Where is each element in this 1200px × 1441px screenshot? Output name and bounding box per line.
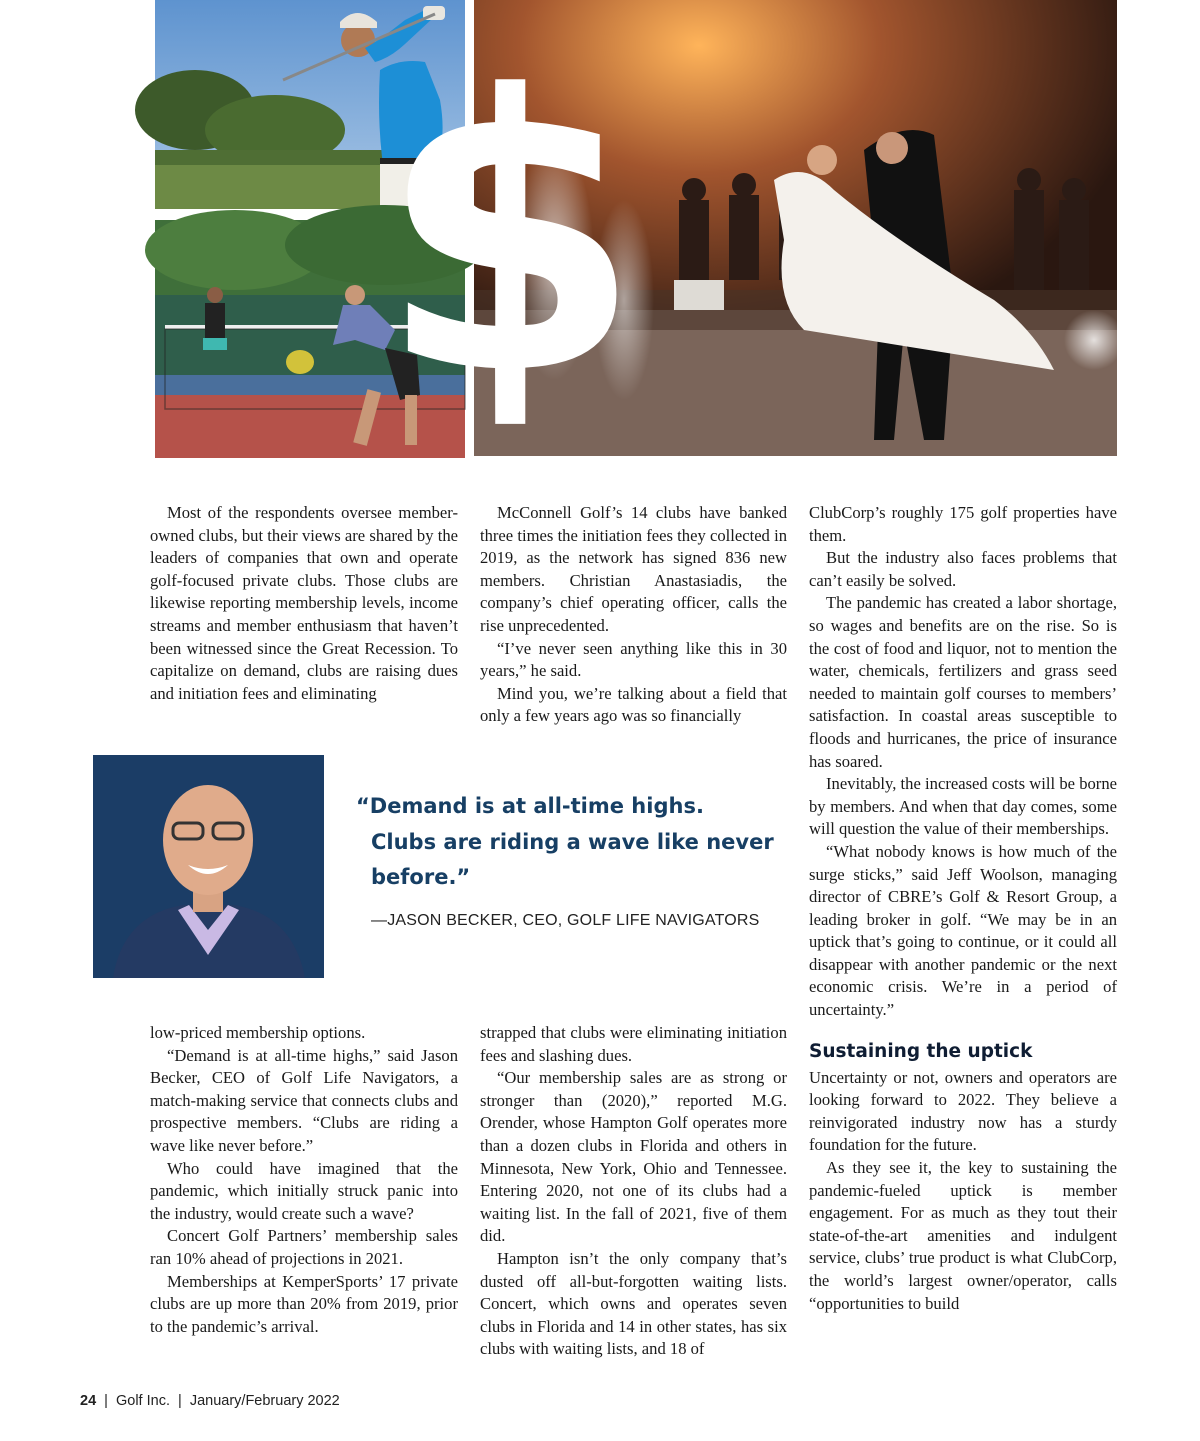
paragraph: “Our membership sales are as strong or stronger than (2020),” reported M.G. Orender, whose Hampton Golf operates more than a dozen clubs in Florida and others in Minnesota, New York, Ohio and Tennessee. Entering 2020, not one of its clubs had a waiting list. In the fall of 2021, five of them did. [480, 1068, 787, 1246]
issue-date: January/February 2022 [189, 1393, 340, 1409]
paragraph: Mind you, we’re talking about a field that only a few years ago was so financially [480, 683, 787, 726]
pull-quote-attribution: —JASON BECKER, CEO, GOLF LIFE NAVIGATORS [371, 911, 760, 929]
paragraph: Concert Golf Partners’ membership sales ran 10% ahead of projections in 2021. [150, 1226, 458, 1268]
paragraph: low-priced membership options. [150, 1023, 366, 1042]
page-number: 24 [80, 1393, 97, 1409]
paragraph: Who could have imagined that the pandemic, which initially struck panic into the industry, would create such a wave? [150, 1158, 458, 1223]
column-1-bottom [150, 1022, 458, 1338]
column-2-top [480, 502, 787, 728]
paragraph: Inevitably, the increased costs will be borne by members. And when that day comes, some will question the value of their memberships. [809, 774, 1117, 839]
pull-quote [356, 789, 776, 930]
column-1-top [150, 502, 458, 705]
footer-separator: | [178, 1393, 182, 1409]
pull-quote-text: “Demand is at all-time highs. Clubs are riding a wave like never before.” [356, 794, 774, 889]
portrait-photo [93, 755, 324, 978]
paragraph: As they see it, the key to sustaining the pandemic-fueled uptick is member engagement. For as much as they tout their state-of-the-art amenities and indulgent service, clubs’ true product is what ClubCorp, the world’s largest owner/operator, calls “opportunities to build [809, 1158, 1117, 1313]
column-2-bottom [480, 1022, 787, 1361]
page-footer [80, 1393, 340, 1409]
publication-name: Golf Inc. [115, 1393, 170, 1409]
paragraph: But the industry also faces problems that can’t easily be solved. [809, 548, 1117, 590]
paragraph: Memberships at KemperSports’ 17 private clubs are up more than 20% from 2019, prior to the pandemic’s arrival. [150, 1271, 458, 1336]
dollar-sign-graphic [377, 15, 643, 458]
paragraph: strapped that clubs were eliminating initiation fees and slashing dues. [480, 1023, 787, 1065]
paragraph: McConnell Golf’s 14 clubs have banked three times the initiation fees they collected in 2019, as the network has signed 836 new members. Christian Anastasiadis, the company’s chief operating officer, calls the rise unprecedented. [480, 503, 787, 635]
paragraph: “I’ve never seen anything like this in 30 years,” he said. [480, 638, 787, 681]
column-3 [809, 502, 1117, 1315]
dollar-sign-text: $ [377, 15, 643, 458]
paragraph: Uncertainty or not, owners and operators are looking forward to 2022. They believe a reinvigorated industry now has a sturdy foundation for the future. [809, 1067, 1117, 1155]
section-heading: Sustaining the uptick [809, 1040, 1033, 1062]
paragraph: Hampton isn’t the only company that’s dusted off all-but-forgotten waiting lists. Concert, which owns and operates seven clubs in Florida and 14 in other states, has six clubs with waiting lists, and 18 of [480, 1248, 787, 1359]
paragraph: The pandemic has created a labor shortage, so wages and benefits are on the rise. So is the cost of food and liquor, not to mention the water, chemicals, fertilizers and grass seed needed to maintain golf courses to members’ satisfaction. In coastal areas susceptible to floods and hurricanes, the price of insurance has soared. [809, 593, 1117, 771]
footer-separator: | [104, 1393, 108, 1409]
paragraph: ClubCorp’s roughly 175 golf properties have them. [809, 503, 1117, 545]
paragraph: Most of the respondents oversee member-owned clubs, but their views are shared by the leaders of companies that own and operate golf-focused private clubs. Those clubs are likewise reporting membership levels, income streams and member enthusiasm that haven’t been witnessed since the Great Recession. To capitalize on demand, clubs are raising dues and initiation fees and eliminating [150, 503, 458, 703]
paragraph: “What nobody knows is how much of the surge sticks,” said Jeff Woolson, managing director of CBRE’s Golf & Resort Group, a leading broker in golf. “We may be in an uptick that’s going to continue, or it could all disappear with another pandemic or the next economic crisis. We’re in a period of uncertainty.” [809, 841, 1117, 1020]
paragraph: “Demand is at all-time highs,” said Jason Becker, CEO of Golf Life Navigators, a match-making service that connects clubs and prospective members. “Clubs are riding a wave like never before.” [150, 1045, 458, 1155]
